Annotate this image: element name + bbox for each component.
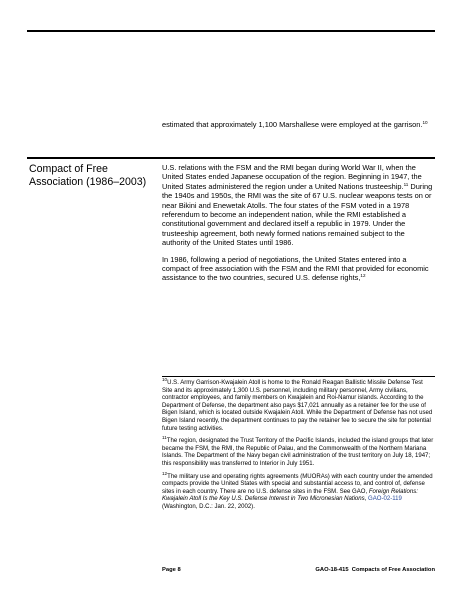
footnote-10-number: 10 xyxy=(162,377,168,382)
footnote-12-number: 12 xyxy=(162,470,168,476)
footnote-12 xyxy=(162,470,434,512)
section-body xyxy=(162,163,434,290)
footnote-11 xyxy=(162,435,434,468)
footnote-12-text-a: The military use and operating rights agreements (MUORAs) with each country under the amended compacts provide the United States with special and substantial access to, and control of, defense sites in each country. There are no U.S. defense sites in the FSM. See GAO, xyxy=(162,473,433,495)
footnote-10-text: U.S. Army Garrison-Kwajalein Atoll is home to the Ronald Reagan Ballistic Missile Defense Test Site and its approximately 1,300 U.S. personnel, including military personnel, Army civilians, contractor employees, and family members on Kwajalein and Roi-Namur islands. According to the Department of Defense, the department also pays $17,021 annually as a retainer fee for the use of Bigen Island, which is located outside Kwajalein Atoll. While the Department of Defense has not used Bigen Island recently, the department continues to pay the retainer fee to secure the site for potential future testing activities. xyxy=(162,380,433,432)
footnote-10 xyxy=(162,377,434,433)
footnote-ref-12[interactable]: 12 xyxy=(360,273,366,279)
report-id: GAO-18-415 Compacts of Free Association xyxy=(315,567,435,573)
section-heading: Compact of Free Association (1986–2003) xyxy=(29,163,147,188)
footnote-11-text: The region, designated the Trust Territory of the Pacific Islands, included the island groups that later became the FSM, the RMI, the Republic of Palau, and the Commonwealth of the Northern Mariana Islands. The Department of the Navy began civil administration of the trust territory on July 18, 1947; this responsibility was transferred to Interior in July 1951. xyxy=(162,438,434,467)
paragraph-1-text-a: U.S. relations with the FSM and the RMI began during World War II, when the United States ended Japanese occupation of the region. Beginning in 1947, the United States administered the region under a United Nations trusteeship. xyxy=(162,163,422,191)
top-rule xyxy=(27,30,435,32)
footnotes xyxy=(162,377,434,517)
footnote-rule xyxy=(162,376,435,377)
footnote-ref-10[interactable]: 10 xyxy=(422,120,428,125)
paragraph-1 xyxy=(162,163,434,248)
paragraph-2-text: In 1986, following a period of negotiations, the United States entered into a compact of free association with the FSM and the RMI that provided for economic assistance to the two countries, secured U.S. defense rights, xyxy=(162,254,429,283)
paragraph-1-text-b: During the 1940s and 1950s, the RMI was the site of 67 U.S. nuclear weapons tests on or near Bikini and Enewetak Atolls. The four states of the FSM voted in a 1978 referendum to become an independent nation, while the RMI established a constitutional government and declared itself a republic in 1979. Under the trusteeship agreement, both newly formed nations remained subject to the authority of the United States until 1986. xyxy=(162,181,433,248)
footnote-12-text-b: , xyxy=(364,496,369,503)
carryover-paragraph xyxy=(162,120,432,129)
carryover-text: estimated that approximately 1,100 Marshallese were employed at the garrison. xyxy=(162,120,423,129)
gao-report-link[interactable]: GAO-02-119 xyxy=(368,496,402,503)
page-number: Page 8 xyxy=(162,567,181,573)
paragraph-2 xyxy=(162,255,434,283)
footnote-11-number: 11 xyxy=(162,435,167,441)
section-rule xyxy=(27,157,435,159)
footnote-12-text-c: (Washington, D.C.: Jan. 22, 2002). xyxy=(162,503,255,510)
footnote-12-report-title: Foreign Relations: Kwajalein Atoll Is the Key U.S. Defense Interest in Two Micronesian Nations xyxy=(162,488,418,503)
footnote-ref-11[interactable]: 11 xyxy=(403,181,409,187)
